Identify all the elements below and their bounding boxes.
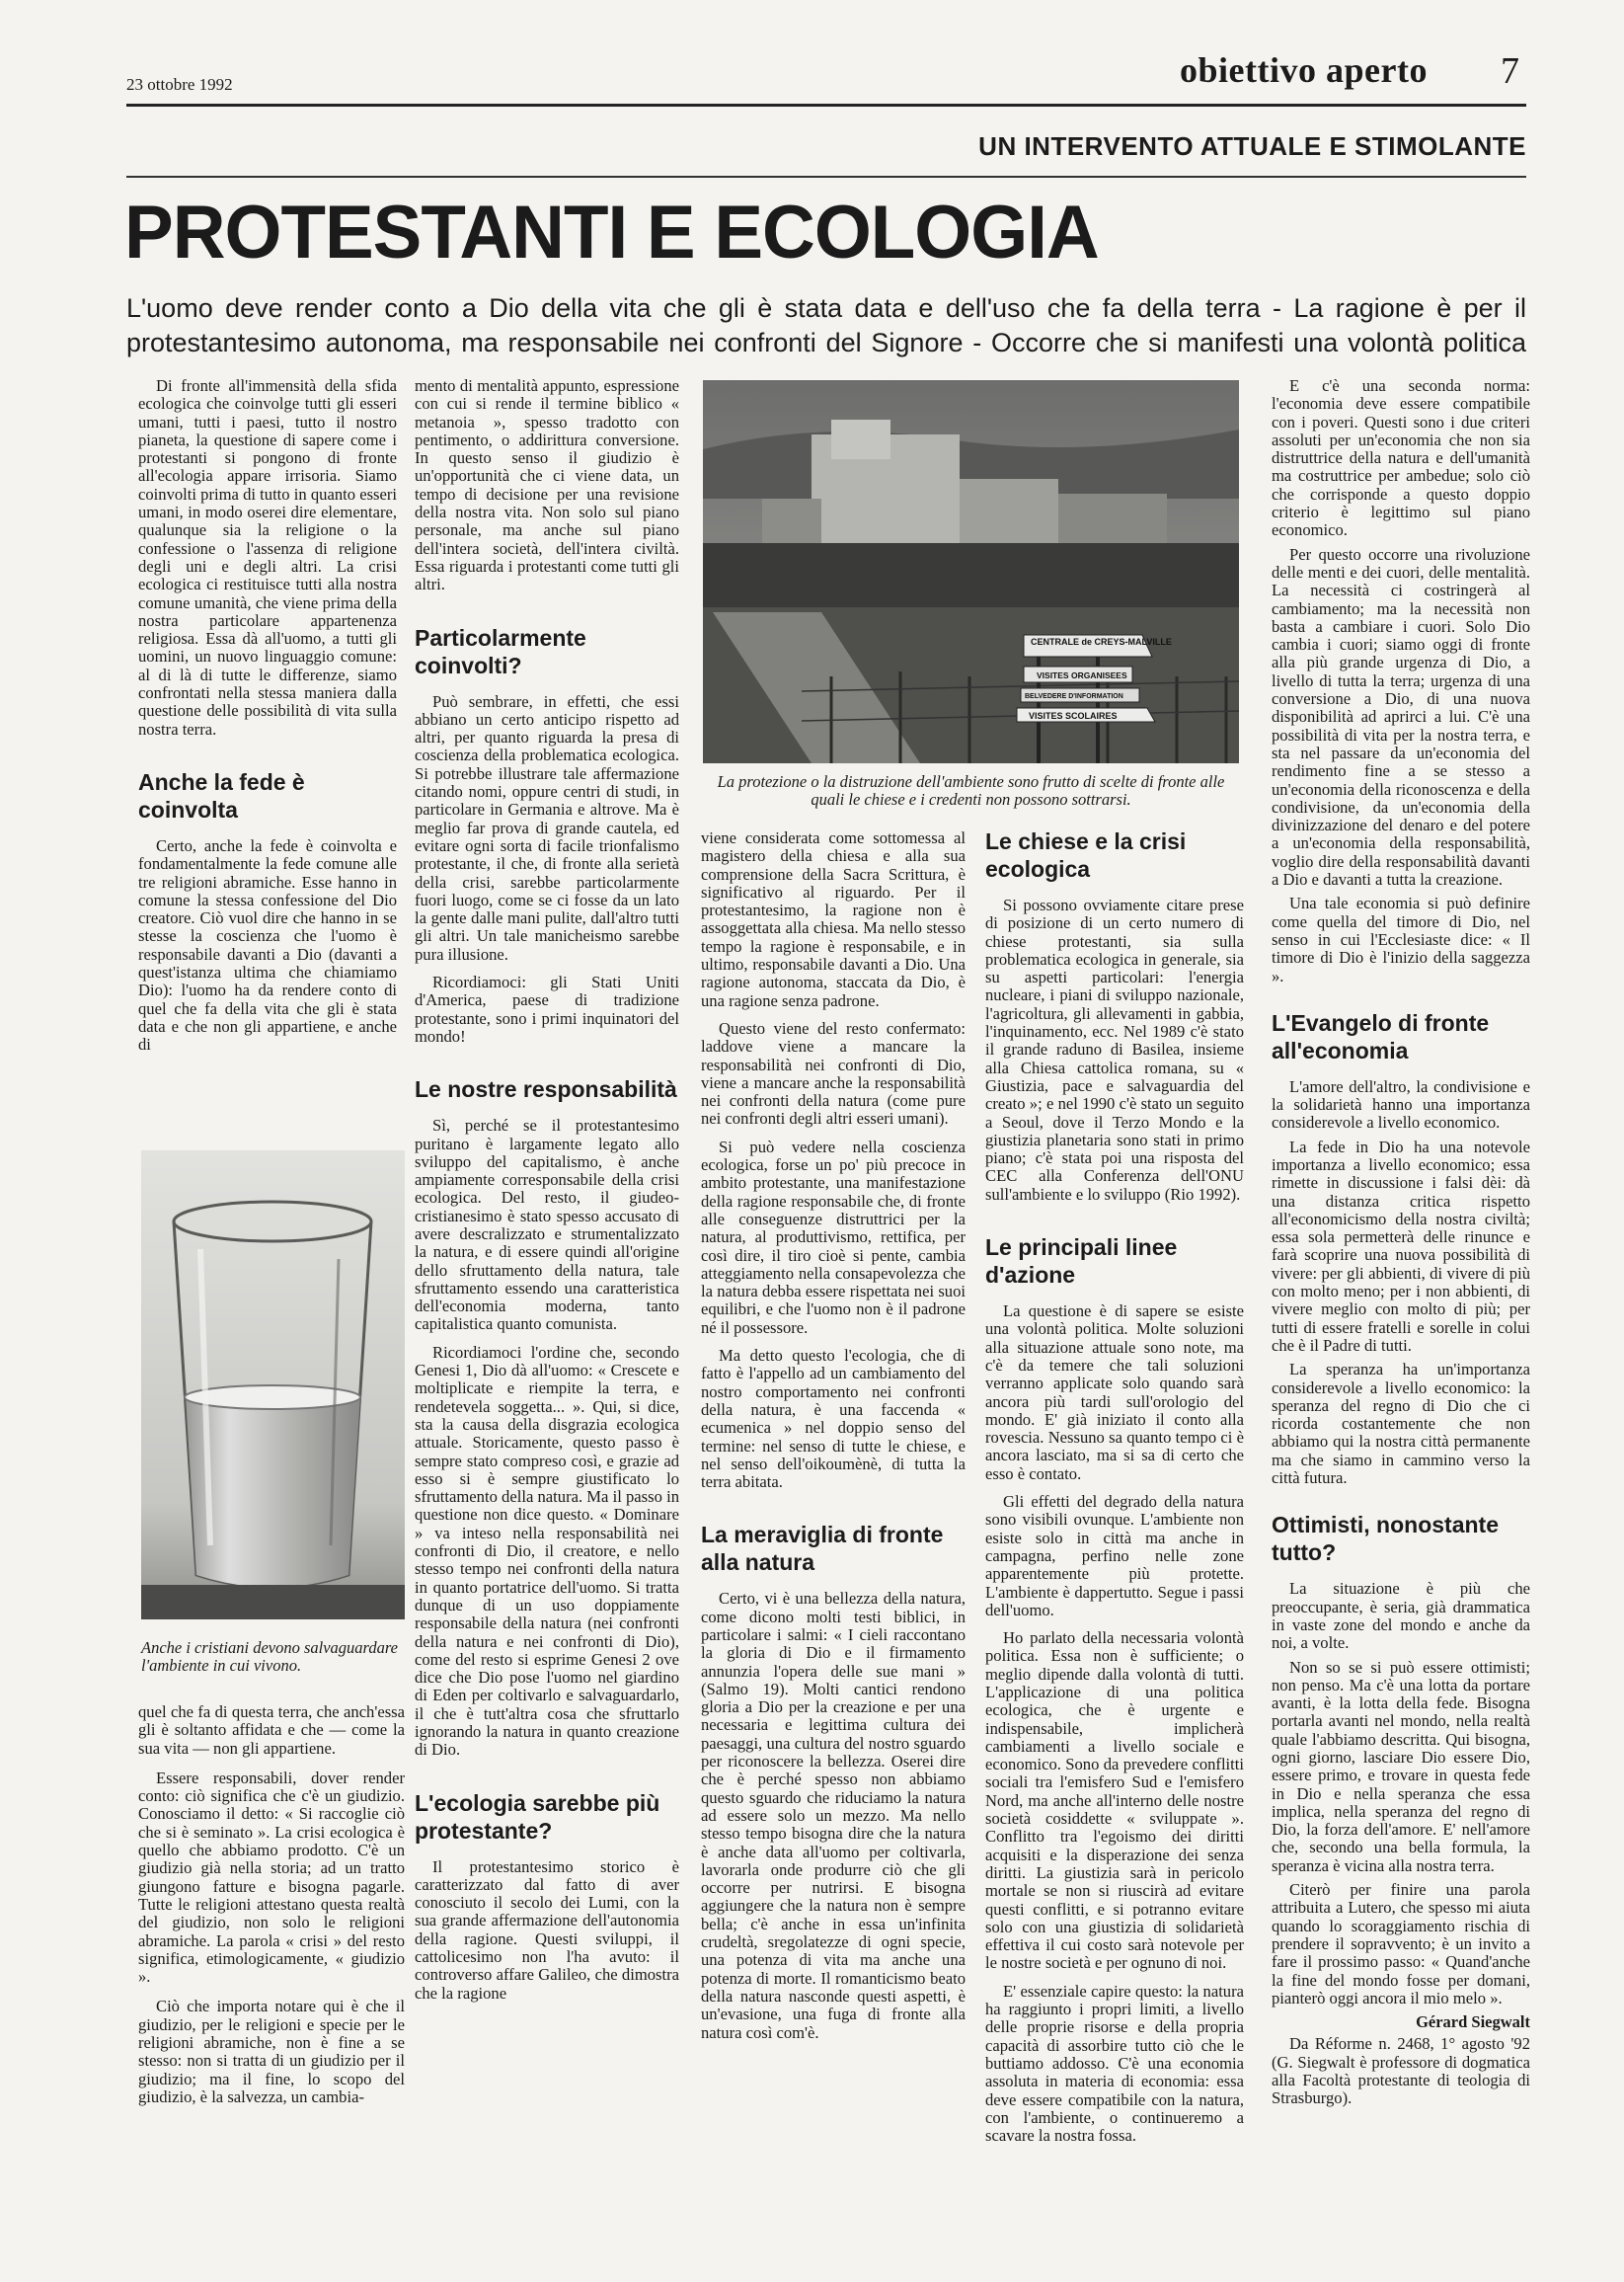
section-heading: Le nostre responsabilità bbox=[415, 1076, 677, 1103]
paragraph: Si può vedere nella coscienza ecologica, forse un po' più precoce in ambito protestante, una manifestazione della ragione responsabile che, di fronte alle conseguenze distruttrici per la natura, al produttivismo, rettifica, per così dire, il tiro cioè si pente, cambia atteggiamento nella consapevolezza che la natura debba essere rispettata nei suoi equilibri, e che l'uomo non è il padrone né il possessore. bbox=[701, 1137, 966, 1337]
header-rule bbox=[126, 104, 1526, 107]
paragraph: Ricordiamoci l'ordine che, secondo Genesi 1, Dio dà all'uomo: « Crescete e moltiplicate e riempite la terra, e rendetevela soggetta... ». Qui, si dice, sta la causa della disgrazia ecologica attuale. Storicamente, questo passo è sempre stato compreso così, e grazie ad esso si è sempre giustificato lo sfruttamento della natura. Ma il passo in questione non dice questo. « Dominare » va inteso nella responsabilità nei confronti di Dio, il creatore, e nello stesso tempo nei confronti della natura in quanto portatrice dell'uomo. Si tratta dunque di un uso doppiamente responsabile della natura (nei confronti della natura e nei confronti di Dio), come del resto si esprime Genesi 2 ove dice che Dio pose l'uomo nel giardino di Eden per coltivarlo e salvaguardarlo, il che è tutt'altra cosa che sfruttarlo ignorando la natura in quanto creazione di Dio. bbox=[415, 1342, 679, 1760]
section-heading: Anche la fede è coinvolta bbox=[138, 768, 305, 823]
column-3 bbox=[701, 829, 966, 2042]
glass-photo-caption: Anche i cristiani devono salvaguardare l'ambiente in cui vivono. bbox=[141, 1638, 398, 1675]
paragraph: Questo viene del resto confermato: laddove viene a mancare la responsabilità nei confronti di Dio, viene a mancare anche la responsabilità nei confronti della natura (come pure nei confronti degli altri esseri umani). bbox=[701, 1018, 966, 1129]
paragraph: Gli effetti del degrado della natura sono visibili ovunque. L'ambiente non esiste solo in città ma anche in campagna, perfino nelle zone apparentemente più protette. L'ambiente è dappertutto. Segue i passi dell'uomo. bbox=[985, 1492, 1244, 1619]
power-plant-photo bbox=[703, 380, 1239, 763]
paragraph: L'amore dell'altro, la condivisione e la solidarietà hanno una importanza considerevole a livello economico. bbox=[1272, 1076, 1530, 1133]
power-plant-photo-caption: La protezione o la distruzione dell'ambiente sono frutto di scelte di fronte alle quali le chiese e i credenti non possono sottrarsi. bbox=[717, 772, 1225, 809]
kicker: UN INTERVENTO ATTUALE E STIMOLANTE bbox=[978, 131, 1526, 161]
paragraph: E' essenziale capire questo: la natura ha raggiunto i propri limiti, a livello delle proprie risorse e della propria capacità di assorbire tutto ciò che le buttiamo addosso. C'è una economia assoluta in materia di economia: essa deve essere compatibile con la natura, con l'ambiente, o continueremo a scavare la nostra fossa. bbox=[985, 1981, 1244, 2146]
glass-photo bbox=[141, 1150, 405, 1619]
section-heading: L'ecologia sarebbe più protestante? bbox=[415, 1789, 660, 1844]
article-title: PROTESTANTI E ECOLOGIA bbox=[124, 191, 1099, 275]
paragraph: Per questo occorre una rivoluzione delle menti e dei cuori, delle mentalità. La necessità ci costringerà al cambiamento; ma la necessità non basta a cambiare i cuori. Solo Dio cambia i cuori; siamo oggi di fronte alla più grande urgenza di Dio, a livello di tutta la terra; urgenza di una conversione a Dio, di una nuova disponibilità ad aprirci a lui. C'è una possibilità di vita per la nostra terra, e sta nel passare da un'economia del rendimento fine a se stesso a un'economia della riconoscenza e della condivisione, da un'economia della divinizzazione del denaro e del potere a un'economia della responsabilità, voglio dire della responsabilità davanti a Dio e davanti a tutta la creazione. bbox=[1272, 544, 1530, 890]
sign-line: BELVEDERE D'INFORMATION bbox=[1025, 693, 1123, 700]
paragraph: Ho parlato della necessaria volontà politica. Essa non è sufficiente; o meglio dipende dalla volontà di tutti. L'applicazione di una politica ecologica, che è urgente e indispensabile, implicherà cambiamenti a livello sociale e economico. Sono da prevedere conflitti sociali tra l'emisfero Sud e l'emisfero Nord, ma anche all'interno delle nostre società cosiddette « sviluppate ». Conflitto tra l'egoismo dei diritti acquisiti e la disperazione dei senza diritti. La giustizia sarà in pericolo mortale se non si riuscirà ad evitare questi conflitti, e si potranno evitare solo con una giustizia di solidarietà effettiva il cui costo sarà notevole per le nostre società e per ognuno di noi. bbox=[985, 1628, 1244, 1973]
masthead: obiettivo aperto bbox=[1180, 50, 1428, 90]
paragraph: Una tale economia si può definire come quella del timore di Dio, nel senso in cui l'Ecclesiaste dice: « Il timore di Dio è l'inizio della saggezza ». bbox=[1272, 894, 1530, 985]
paragraph: Essere responsabili, dover render conto: ciò significa che c'è un giudizio. Conosciamo il detto: « Si raccoglie ciò che si è seminato ». La crisi ecologica è quello che abbiamo prodotto. C'è un giudizio già nella storia; ad un tratto giungono fatture e bisogna pagarle. Tutte le religioni attestano questa realtà del giudizio, non solo le religioni abramiche. La parola « crisi » del resto significa, etimologicamente, « giudizio ». bbox=[138, 1768, 405, 1987]
paragraph: Non so se si può essere ottimisti; non penso. Ma c'è una lotta da portare avanti, è la lotta della fede. Bisogna portarla avanti nel mondo, nella realtà quale l'abbiamo descritta. Qui bisogna, ogni giorno, lasciare Dio essere Dio, essere primo, e trovare in questa fede in Dio e nella speranza che essa implica, nella speranza del regno di Dio, la forza dell'amore. E' nell'amore che, secondo una bella formula, la speranza è vicina alla nostra terra. bbox=[1272, 1657, 1530, 1875]
paragraph: mento di mentalità appunto, espressione con cui si rende il termine biblico « metanoia », spesso tradotto con pentimento, o addirittura conversione. In questo senso il giudizio è un'opportunità che ci viene data, un tempo di decisione per una revisione della nostra vita. Non solo sul piano personale, ma anche sul piano dell'intera società, dell'intera civiltà. Essa riguarda i protestanti come tutti gli altri. bbox=[415, 376, 679, 594]
intro-paragraph: Di fronte all'immensità della sfida ecologica che coinvolge tutti gli esseri umani, tutti i paesi, tutto il nostro pianeta, la questione di sapere come i protestanti si pongono di fronte all'ecologia appare irrisoria. Siamo coinvolti prima di tutto in quanto esseri umani, in modo oserei dire elementare, qualunque sia la religione o la confessione o l'assenza di religione degli uni e degli altri. La crisi ecologica ci restituisce tutti alla nostra comune umanità, che viene prima della nostra particolare appartenenza religiosa. Essa dà all'uomo, a tutti gli uomini, un nuovo linguaggio comune: al di là di tutte le differenze, siamo confrontati nella stessa maniera dalla questione delle possibilità di vita sulla nostra terra. bbox=[138, 376, 397, 739]
paragraph: Il protestantesimo storico è caratterizzato dal fatto di aver conosciuto il secolo dei Lumi, con la sua grande affermazione dell'autonomia della ragione. Questi sviluppi, il cattolicesimo non l'ha avuto: il controverso affare Galileo, che dimostra che la ragione bbox=[415, 1856, 679, 2003]
column-2 bbox=[415, 377, 679, 2003]
column-5 bbox=[1272, 377, 1530, 2108]
paragraph: viene considerata come sottomessa al magistero della chiesa e alla sua comprensione della Sacra Scrittura, è significativo al riguardo. Per il protestantesimo, la ragione non è assoggettata alla chiesa. Ma nello stesso tempo la ragione è responsabile, e in ultimo, responsabile davanti a Dio. Una ragione autonoma, staccata da Dio, è una ragione senza padrone. bbox=[701, 828, 966, 1010]
paragraph: Ciò che importa notare qui è che il giudizio, per le religioni e specie per le religioni abramiche, non è fine a se stesso: non si tratta di un giudizio per il giudizio; ma il fine, lo scopo del giudizio, è la salvezza, un cambia- bbox=[138, 1997, 405, 2106]
paragraph: Certo, vi è una bellezza della natura, come dicono molti testi biblici, in particolare i salmi: « I cieli raccontano la gloria di Dio e il firmamento annunzia l'opera delle sue mani » (Salmo 19). Molti cantici rendono gloria a Dio per la creazione e per una necessaria e legittima cultura dei paesaggi, una cultura del nostro sguardo per riconoscere la bellezza. Oserei dire che è perché spesso non abbiamo questo sguardo che riduciamo la natura ad essere solo un mezzo. Ma nello stesso tempo bisogna dire che la natura è anche data all'uomo per coltivarla, lavorarla onde produrre ciò che gli occorre per nutrirsi. E bisogna aggiungere che la natura non è sempre bella; c'è anche in essa un'infinita crudeltà, sregolatezze di ogni specie, una potenza di vita ma anche una potenza di morte. Il romanticismo beato della natura nasconde questi aspetti, è un'evasione, una fuga di fronte alla natura così com'è. bbox=[701, 1589, 966, 2042]
subtitle-line-1: L'uomo deve render conto a Dio della vita che gli è stata data e dell'uso che fa della terra - La ragione è per il bbox=[126, 293, 1526, 323]
section-heading: Le principali linee d'azione bbox=[985, 1234, 1178, 1289]
sign-line: CENTRALE de CREYS-MALVILLE bbox=[1031, 637, 1172, 647]
section-heading: Ottimisti, nonostante tutto? bbox=[1272, 1512, 1499, 1566]
article-subtitle bbox=[126, 291, 1526, 360]
section-heading: Particolarmente coinvolti? bbox=[415, 624, 586, 678]
author-signature: Gérard Siegwalt bbox=[1416, 2012, 1530, 2032]
column-1-top bbox=[138, 377, 397, 1055]
kicker-rule bbox=[126, 176, 1526, 178]
section-heading: Le chiese e la crisi ecologica bbox=[985, 828, 1187, 882]
sign-line: VISITES ORGANISEES bbox=[1037, 670, 1127, 680]
page-number: 7 bbox=[1501, 50, 1519, 92]
glass-of-water-image bbox=[141, 1150, 405, 1619]
column-1-bottom bbox=[138, 1703, 405, 2106]
section-heading: L'Evangelo di fronte all'economia bbox=[1272, 1009, 1490, 1063]
paragraph: quel che fa di questa terra, che anch'essa gli è soltanto affidata e che — come la sua vita — non gli appartiene. bbox=[138, 1702, 405, 1758]
issue-date: 23 ottobre 1992 bbox=[126, 75, 233, 94]
paragraph: Ricordiamoci: gli Stati Uniti d'America, paese di tradizione protestante, sono i primi inquinatori del mondo! bbox=[415, 973, 679, 1046]
section-heading: La meraviglia di fronte alla natura bbox=[701, 1522, 944, 1576]
paragraph: Certo, anche la fede è coinvolta e fondamentalmente la fede comune alle tre religioni abramiche. Esse hanno in comune la stessa confessione del Dio creatore. Ciò vuol dire che hanno in se stesse la coscienza che l'uomo è responsabile davanti a Dio (davanti a quest'istanza ultima che chiamiamo Dio): l'uomo ha da rendere conto di quel che fa della vita che gli è stata data e che non gli appartiene, e anche di bbox=[138, 835, 397, 1055]
paragraph: Può sembrare, in effetti, che essi abbiano un certo anticipo rispetto ad altri, per quanto riguarda la presa di coscienza della problematica ecologica. Si potrebbe illustrare tale affermazione citando nomi, oppure centri di studi, in particolare in Germania e altrove. Ma è meglio far prova di grande cautela, ed evitare ogni sorta di facile trionfalismo protestante, il che, di fronte alla serietà della crisi, sarebbe particolarmente fuori luogo, come se ci fosse da un lato la gente dalle mani pulite, dall'altro tutti gli altri. Un tale manicheismo sarebbe pura illusione. bbox=[415, 691, 679, 964]
subtitle-line-2: protestantesimo autonoma, ma responsabile nei confronti del Signore - Occorre che si manifesti una volontà politica bbox=[126, 328, 1526, 357]
paragraph: La fede in Dio ha una notevole importanza a livello economico; essa rimette in discussione i falsi dèi: dà una distanza critica rispetto all'economicismo della nostra civiltà; essa sola permetterà delle rinunce e farà scoprire una nuova possibilità di vivere: per gli abbienti, di vivere di più con molto meno; per i non abbienti, di vivere meglio con molto di più; per tutti di essere fratelli e sorelle in colui che è il Padre di tutti. bbox=[1272, 1137, 1530, 1355]
column-4 bbox=[985, 827, 1244, 2145]
paragraph: E c'è una seconda norma: l'economia deve essere compatibile con i poveri. Questi sono i due criteri assoluti per un'economia che non sia distruttrice della natura e dell'umanità ma costruttrice per ambedue; solo ciò che corrisponde a questo doppio criterio è legittimo sul piano economico. bbox=[1272, 376, 1530, 540]
paragraph: Sì, perché se il protestantesimo puritano è largamente legato allo sviluppo del capitalismo, è anche ampiamente corresponsabile della crisi ecologica. Del resto, il giudeo-cristianesimo è stato spesso accusato di avere descralizzato e strumentalizzato la natura, e di essere quindi all'origine dello sfruttamento della natura, tale sfruttamento essendo una caratteristica dell'economia moderna, tanto capitalistica quanto comunista. bbox=[415, 1116, 679, 1334]
power-plant-image bbox=[703, 380, 1239, 763]
paragraph: Citerò per finire una parola attribuita a Lutero, che spesso mi aiuta quando lo scoraggiamento rischia di prendere il sopravvento; è un invito a fare il prossimo passo: « Quand'anche la fine del mondo fosse per domani, pianterò oggi ancora il mio melo ». bbox=[1272, 1880, 1530, 2007]
paragraph: La speranza ha un'importanza considerevole a livello economico: la speranza del regno di Dio che ci ricorda costantemente che non abbiamo qui la nostra città permanente ma che siamo in cammino verso la città futura. bbox=[1272, 1360, 1530, 1488]
source-note: Da Réforme n. 2468, 1° agosto '92 (G. Siegwalt è professore di dogmatica alla Facoltà protestante di teologia di Strasburgo). bbox=[1272, 2034, 1530, 2108]
paragraph: Si possono ovviamente citare prese di posizione di un certo numero di chiese protestanti, sia sulla problematica ecologica in generale, sia su aspetti particolari: l'energia nucleare, i piani di sviluppo nazionale, l'agricoltura, gli allevamenti in gabbia, l'inquinamento, ecc. Nel 1989 c'è stato il grande raduno di Basilea, insieme alla Chiesa cattolica romana, su « Giustizia, pace e salvaguardia del creato »; e nel 1990 c'è stato un seguito a Seoul, dove il Terzo Mondo e la giustizia planetaria sono stati in primo piano; c'è stata poi una risposta del CEC alla Conferenza dell'ONU sull'ambiente e lo sviluppo (Rio 1992). bbox=[985, 896, 1244, 1204]
paragraph: Ma detto questo l'ecologia, che di fatto è l'appello ad un cambiamento del nostro comportamento nei confronti della natura, è una faccenda « ecumenica » nel doppio senso del termine: nel senso di tutte le chiese, e nel senso dell'oikoumènè, di tutta la terra abitata. bbox=[701, 1346, 966, 1492]
sign-line: VISITES SCOLAIRES bbox=[1029, 711, 1118, 721]
paragraph: La questione è di sapere se esiste una volontà politica. Molte soluzioni alla situazione attuale sono note, ma c'è da temere che tali soluzioni verranno applicate solo quando sarà ancora più tardi sull'orologio del mondo. E' già iniziato il conto alla rovescia. Nessuno sa quanto tempo ci è ancora lasciato, ma si sa di certo che esso è contato. bbox=[985, 1301, 1244, 1483]
paragraph: La situazione è più che preoccupante, è seria, già drammatica in vaste zone del mondo e anche da noi, a volte. bbox=[1272, 1579, 1530, 1653]
